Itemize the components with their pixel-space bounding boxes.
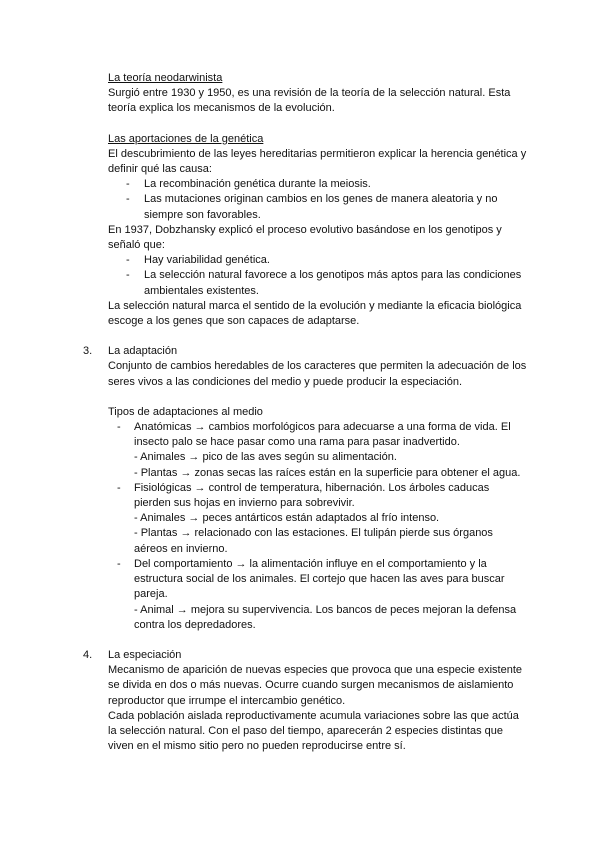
list-item: - La recombinación genética durante la meiosis. — [108, 177, 528, 192]
section-speciation — [83, 648, 528, 754]
list-item: - Hay variabilidad genética. — [108, 253, 528, 268]
type-example: - Animales → pico de las aves según su alimentación. — [134, 451, 397, 464]
paragraph-dobzhansky: En 1937, Dobzhansky explicó el proceso evolutivo basándose en los genotipos y señaló que: — [108, 223, 502, 252]
type-description: - Fisiológicas → control de temperatura, hibernación. Los árboles caducas pierden sus hojas en invierno para sobrevivir. — [134, 481, 490, 510]
section-adaptation — [83, 344, 528, 633]
paragraph-speciation-1: Mecanismo de aparición de nuevas especies que provoca que una especie existente se divida en dos o más nuevas. Ocurre cuando surgen mecanismos de aislamiento reproductor que irrumpe el intercambio genético. — [108, 664, 522, 707]
list-item-anatomical — [108, 420, 528, 481]
heading-adaptation-types: Tipos de adaptaciones al medio — [108, 405, 263, 418]
list-item: - Las mutaciones originan cambios en los genes de manera aleatoria y no siempre son favorables. — [108, 192, 528, 222]
list-dobzhansky — [108, 253, 528, 299]
list-genetics-causes — [108, 177, 528, 223]
type-example: - Animal → mejora su supervivencia. Los bancos de peces mejoran la defensa contra los depredadores. — [134, 603, 517, 631]
paragraph-speciation-2: Cada población aislada reproductivamente acumula variaciones sobre las que actúa la selección natural. Con el paso del tiempo, aparecerán 2 especies distintas que viven en el mismo sitio pero no pueden reproducirse entre sí. — [108, 709, 519, 753]
list-adaptation-types — [108, 420, 528, 633]
type-example: - Plantas → relacionado con las estaciones. El tulipán pierde sus órganos aéreos en invierno. — [134, 527, 493, 555]
heading-speciation: La especiación — [108, 648, 182, 661]
heading-neodarwinism: La teoría neodarwinista — [108, 72, 223, 84]
list-item-behavioral — [108, 557, 528, 633]
paragraph-genetics-intro: El descubrimiento de las leyes hereditarias permitieron explicar la herencia genética y definir qué las causa: — [108, 147, 527, 176]
heading-adaptation: La adaptación — [108, 345, 178, 358]
list-item: - La selección natural favorece a los genotipos más aptos para las condiciones ambientales existentes. — [108, 268, 528, 298]
list-item-physiological — [108, 481, 528, 557]
type-description: - Anatómicas → cambios morfológicos para adecuarse a una forma de vida. El insecto palo se hace pasar como una rama para pasar inadvertido. — [134, 421, 511, 449]
section-number: 3. — [83, 345, 93, 358]
section-number: 4. — [83, 648, 93, 661]
paragraph-neodarwinism: Surgió entre 1930 y 1950, es una revisión de la teoría de la selección natural. Esta teoría explica los mecanismos de la evolución. — [108, 87, 511, 115]
type-example: - Animales → peces antárticos están adaptados al frío intenso. — [134, 512, 440, 525]
paragraph-genetics-conclusion: La selección natural marca el sentido de la evolución y mediante la eficacia biológica escoge a los genes que son capaces de adaptarse. — [108, 299, 522, 328]
type-description: - Del comportamiento → la alimentación influye en el comportamiento y la estructura social de los animales. El cortejo que hacen las aves para buscar pareja. — [134, 557, 505, 601]
type-example: - Plantas → zonas secas las raíces están en la superficie para obtener el agua. — [134, 466, 521, 479]
document-content — [83, 71, 528, 754]
paragraph-adaptation-definition: Conjunto de cambios heredables de los caracteres que permiten la adecuación de los seres vivos a las condiciones del medio y puede producir la especiación. — [108, 360, 527, 388]
heading-genetics: Las aportaciones de la genética — [108, 132, 264, 145]
